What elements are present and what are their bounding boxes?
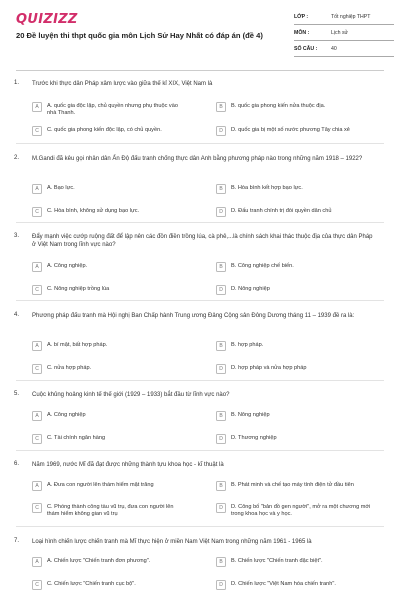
- meta-row-class: [294, 9, 394, 25]
- meta-key: MÔN :: [294, 29, 310, 36]
- question-separator: [16, 222, 384, 223]
- option-text: A. Đưa con người lên thám hiểm mặt trăng: [47, 482, 154, 488]
- option-text: C. quốc gia phong kiến độc lập, có chủ quyền.: [47, 127, 162, 133]
- meta-table: [294, 9, 394, 57]
- option-text: A. Bạo lực.: [47, 185, 75, 191]
- question-separator: [16, 526, 384, 527]
- option-text: D. hợp pháp và nửa hợp pháp: [231, 365, 307, 371]
- option-text: B. Nông nghiệp: [231, 412, 270, 418]
- option-d[interactable]: [216, 283, 381, 298]
- meta-value: 40: [331, 45, 337, 52]
- option-b[interactable]: [216, 339, 381, 354]
- option-text: A. bí mật, bất hợp pháp.: [47, 342, 108, 348]
- option-letter: C: [32, 434, 42, 444]
- option-letter: B: [216, 481, 226, 491]
- question-text: Cuộc khủng hoảng kinh tế thế giới (1929 – 1933) bắt đầu từ lĩnh vực nào?: [32, 392, 230, 398]
- question-number: 5.: [14, 391, 20, 397]
- question-text: Loại hình chiến lược chiến tranh mà Mĩ thực hiện ở miền Nam Việt Nam trong những năm 1961 - 1965 là: [32, 539, 312, 545]
- question-number: 7.: [14, 538, 20, 544]
- question-text: Năm 1969, nước Mĩ đã đạt được những thành tựu khoa học - kĩ thuật là: [32, 462, 224, 468]
- option-letter: C: [32, 207, 42, 217]
- option-a[interactable]: [32, 100, 182, 120]
- option-letter: B: [216, 411, 226, 421]
- option-letter: D: [216, 207, 226, 217]
- option-letter: D: [216, 580, 226, 590]
- option-d[interactable]: [216, 578, 381, 593]
- option-letter: D: [216, 434, 226, 444]
- option-text: A. Công nghiệp.: [47, 263, 88, 269]
- option-letter: C: [32, 364, 42, 374]
- option-letter: B: [216, 341, 226, 351]
- option-text: C. Tài chính ngân hàng: [47, 435, 106, 441]
- option-text: A. quốc gia độc lập, chủ quyền nhưng phụ thuộc vào nhà Thanh.: [47, 103, 178, 116]
- option-letter: B: [216, 184, 226, 194]
- option-letter: A: [32, 341, 42, 351]
- option-text: C. Hòa bình, không sử dụng bạo lực.: [47, 208, 140, 214]
- option-c[interactable]: [32, 205, 182, 220]
- option-text: D. Thương nghiệp: [231, 435, 277, 441]
- option-text: B. Chiến lược "Chiến tranh đặc biệt".: [231, 558, 323, 564]
- option-letter: A: [32, 411, 42, 421]
- option-letter: D: [216, 503, 226, 513]
- question-number: 3.: [14, 233, 20, 239]
- question-text: Trước khi thực dân Pháp xâm lược vào giữa thế kỉ XIX, Việt Nam là: [32, 81, 213, 87]
- option-a[interactable]: [32, 339, 182, 354]
- option-letter: C: [32, 580, 42, 590]
- header-divider: [16, 70, 384, 71]
- option-letter: D: [216, 285, 226, 295]
- option-text: B. Hòa bình kết hợp bạo lực.: [231, 185, 303, 191]
- option-c[interactable]: [32, 124, 182, 139]
- option-text: A. Chiến lược "Chiến tranh đơn phương".: [47, 558, 151, 564]
- option-letter: A: [32, 481, 42, 491]
- option-text: C. Chiến lược "Chiến tranh cục bộ".: [47, 581, 136, 587]
- option-text: D. Nông nghiệp: [231, 286, 270, 292]
- meta-row-count: [294, 41, 394, 57]
- question-number: 6.: [14, 461, 20, 467]
- question-separator: [16, 450, 384, 451]
- option-letter: B: [216, 102, 226, 112]
- meta-row-subject: [294, 25, 394, 41]
- option-text: C. Phóng thành công tàu vũ trụ, đưa con người lên thám hiểm không gian vũ trụ: [47, 504, 174, 517]
- option-text: B. hợp pháp.: [231, 342, 264, 348]
- option-d[interactable]: [216, 362, 381, 377]
- option-c[interactable]: [32, 578, 182, 593]
- option-text: D. Chiến lược "Việt Nam hóa chiến tranh".: [231, 581, 336, 587]
- option-b[interactable]: [216, 479, 381, 494]
- question-text: M.Gandi đã kêu gọi nhân dân Ấn Độ đấu tranh chống thực dân Anh bằng phương pháp nào trong những năm 1918 – 1922?: [32, 156, 363, 162]
- option-b[interactable]: [216, 555, 381, 570]
- option-a[interactable]: [32, 555, 182, 570]
- option-a[interactable]: [32, 479, 182, 494]
- option-text: C. Nông nghiệp trồng lúa: [47, 286, 110, 292]
- meta-key: SỐ CÂU :: [294, 45, 318, 52]
- option-a[interactable]: [32, 409, 182, 424]
- option-letter: A: [32, 557, 42, 567]
- document-header: [0, 0, 400, 68]
- option-a[interactable]: [32, 182, 182, 197]
- question-separator: [16, 380, 384, 381]
- option-d[interactable]: [216, 432, 381, 447]
- option-letter: B: [216, 557, 226, 567]
- option-letter: B: [216, 262, 226, 272]
- option-c[interactable]: [32, 432, 182, 447]
- question-text: Đẩy mạnh việc cướp ruộng đất để lập nên các đồn điền trồng lúa, cà phê,...là chính sách khai thác thuộc địa của thực dân Pháp ở Việt Nam trong lĩnh vực nào?: [32, 234, 373, 249]
- meta-key: LỚP :: [294, 13, 309, 20]
- option-b[interactable]: [216, 409, 381, 424]
- option-letter: D: [216, 364, 226, 374]
- option-text: B. Phát minh và chế tạo máy tính điện tử đầu tiên: [231, 482, 354, 488]
- option-letter: A: [32, 184, 42, 194]
- option-d[interactable]: [216, 205, 381, 220]
- question-text: Phương pháp đấu tranh mà Hội nghị Ban Chấp hành Trung ương Đảng Cộng sản Đông Dương tháng 11 – 1939 đề ra là:: [32, 313, 355, 319]
- meta-value: Lịch sử: [331, 29, 349, 36]
- option-a[interactable]: [32, 260, 182, 275]
- question-number: 1.: [14, 80, 20, 86]
- option-c[interactable]: [32, 362, 182, 377]
- option-b[interactable]: [216, 182, 381, 197]
- option-text: B. Công nghiệp chế biến.: [231, 263, 294, 269]
- option-letter: A: [32, 262, 42, 272]
- option-letter: C: [32, 126, 42, 136]
- option-d[interactable]: [216, 124, 381, 139]
- question-number: 2.: [14, 155, 20, 161]
- question-number: 4.: [14, 312, 20, 318]
- document-title: 20 Đề luyện thi thpt quốc gia môn Lịch Sử Hay Nhất có đáp án (đề 4): [16, 31, 263, 40]
- option-text: B. quốc gia phong kiến nửa thuộc địa.: [231, 103, 326, 109]
- option-d[interactable]: [216, 501, 381, 521]
- option-letter: C: [32, 285, 42, 295]
- option-text: C. nửa hợp pháp.: [47, 365, 92, 371]
- option-c[interactable]: [32, 501, 182, 521]
- option-text: D. Công bố "bản đồ gen người", mở ra một chương mới trong khoa học và y học.: [231, 504, 371, 517]
- meta-value: Tốt nghiệp THPT: [331, 13, 371, 20]
- quizizz-logo: QUIZIZZ: [16, 12, 78, 27]
- option-letter: A: [32, 102, 42, 112]
- option-b[interactable]: [216, 260, 381, 275]
- option-letter: D: [216, 126, 226, 136]
- option-text: A. Công nghiệp: [47, 412, 86, 418]
- question-separator: [16, 300, 384, 301]
- option-b[interactable]: [216, 100, 381, 115]
- option-text: D. quốc gia bị một số nước phương Tây chia xẻ: [231, 127, 350, 133]
- option-c[interactable]: [32, 283, 182, 298]
- option-letter: C: [32, 503, 42, 513]
- question-separator: [16, 143, 384, 144]
- option-text: D. Đấu tranh chính trị đòi quyền dân chủ: [231, 208, 332, 214]
